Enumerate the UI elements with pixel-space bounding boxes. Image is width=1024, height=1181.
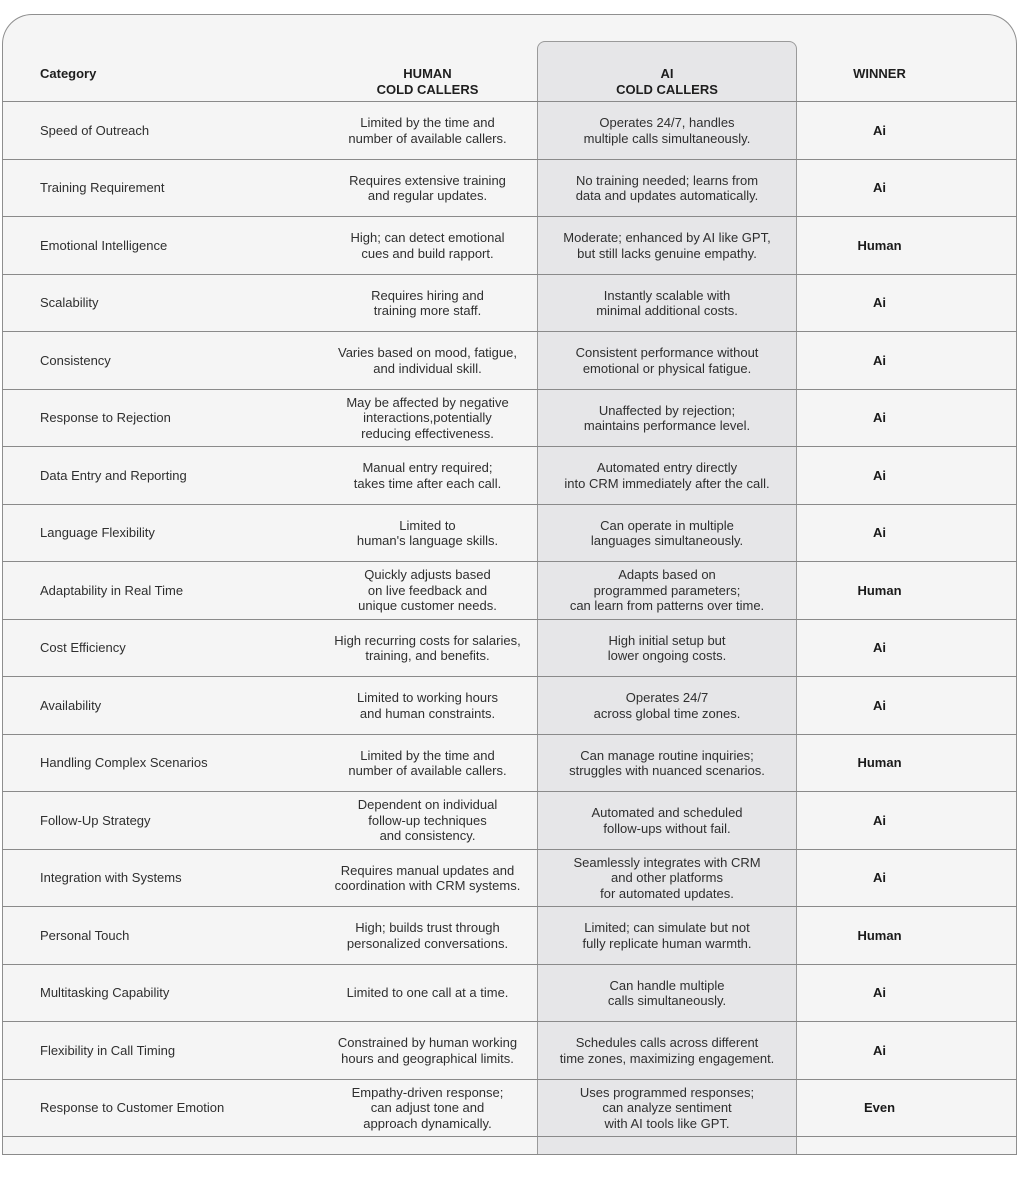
row-winner: Human xyxy=(857,755,902,771)
row-winner: Ai xyxy=(873,697,886,713)
row-human-value: Varies based on mood, fatigue, and individual skill. xyxy=(338,345,517,376)
row-ai-value: Unaffected by rejection; maintains performance level. xyxy=(583,402,751,433)
row-winner: Even xyxy=(863,1100,896,1116)
table-row xyxy=(2,275,1017,332)
table-row xyxy=(2,505,1017,562)
row-human-value: Limited by the time and number of available callers. xyxy=(348,747,507,778)
table-row xyxy=(2,850,1017,907)
row-winner: Ai xyxy=(873,352,886,368)
row-human-value: Quickly adjusts based on live feedback and unique customer needs. xyxy=(358,567,497,614)
row-human-value: High; builds trust through personalized conversations. xyxy=(346,920,509,951)
row-human-value: Limited to human's language skills. xyxy=(356,517,499,548)
row-ai-value: Adapts based on programmed parameters; can learn from patterns over time. xyxy=(569,567,765,614)
row-human-value: High recurring costs for salaries, training, and benefits. xyxy=(334,632,521,663)
header-human-cold-callers: HUMAN COLD CALLERS xyxy=(376,66,479,97)
row-winner: Ai xyxy=(873,295,886,311)
row-human-value: Limited to working hours and human constraints. xyxy=(357,690,498,721)
row-category: Personal Touch xyxy=(40,927,130,943)
row-human-value: Limited to one call at a time. xyxy=(346,985,509,1001)
row-category: Data Entry and Reporting xyxy=(40,467,187,483)
row-ai-value: Seamlessly integrates with CRM and other platforms for automated updates. xyxy=(573,854,761,901)
row-ai-value: Automated entry directly into CRM immediately after the call. xyxy=(564,460,770,491)
row-winner: Ai xyxy=(873,122,886,138)
table-row xyxy=(2,907,1017,964)
row-winner: Ai xyxy=(873,640,886,656)
row-category: Adaptability in Real Time xyxy=(40,582,184,598)
row-human-value: Dependent on individual follow-up techniques and consistency. xyxy=(357,797,498,844)
row-winner: Ai xyxy=(873,467,886,483)
row-winner: Ai xyxy=(873,410,886,426)
row-human-value: Empathy-driven response; can adjust tone and approach dynamically. xyxy=(351,1084,504,1131)
row-winner: Ai xyxy=(873,870,886,886)
row-ai-value: Instantly scalable with minimal additional costs. xyxy=(596,287,738,318)
header-category: Category xyxy=(40,66,97,81)
table-row xyxy=(2,102,1017,159)
row-ai-value: Moderate; enhanced by AI like GPT, but still lacks genuine empathy. xyxy=(563,230,771,261)
row-category: Speed of Outreach xyxy=(40,122,150,138)
row-winner: Human xyxy=(857,582,902,598)
row-ai-value: Can operate in multiple languages simultaneously. xyxy=(590,517,744,548)
row-ai-value: High initial setup but lower ongoing costs. xyxy=(607,632,727,663)
table-row xyxy=(2,735,1017,792)
table-row xyxy=(2,390,1017,447)
row-category: Cost Efficiency xyxy=(40,640,126,656)
row-winner: Ai xyxy=(873,1042,886,1058)
row-winner: Ai xyxy=(873,180,886,196)
row-category: Emotional Intelligence xyxy=(40,237,168,253)
row-winner: Human xyxy=(857,927,902,943)
table-row xyxy=(2,160,1017,217)
table-row xyxy=(2,677,1017,734)
row-human-value: High; can detect emotional cues and build rapport. xyxy=(350,230,505,261)
header-ai-cold-callers: AI COLD CALLERS xyxy=(616,66,718,97)
row-human-value: Requires hiring and training more staff. xyxy=(371,287,484,318)
table-row xyxy=(2,447,1017,504)
row-human-value: Manual entry required; takes time after each call. xyxy=(353,460,502,491)
row-divider xyxy=(2,1136,1017,1137)
row-human-value: Constrained by human working hours and geographical limits. xyxy=(337,1035,518,1066)
row-winner: Ai xyxy=(873,812,886,828)
table-row xyxy=(2,332,1017,389)
row-category: Consistency xyxy=(40,352,111,368)
row-category: Response to Rejection xyxy=(40,410,171,426)
row-category: Response to Customer Emotion xyxy=(40,1100,225,1116)
row-category: Scalability xyxy=(40,295,99,311)
table-bottom-border xyxy=(2,1154,1017,1155)
table-row xyxy=(2,965,1017,1022)
table-row xyxy=(2,217,1017,274)
row-ai-value: Can handle multiple calls simultaneously. xyxy=(607,977,727,1008)
row-ai-value: Operates 24/7 across global time zones. xyxy=(593,690,741,721)
table-row xyxy=(2,620,1017,677)
row-category: Flexibility in Call Timing xyxy=(40,1042,176,1058)
table-row xyxy=(2,792,1017,849)
row-winner: Ai xyxy=(873,525,886,541)
row-ai-value: Schedules calls across different time zones, maximizing engagement. xyxy=(559,1035,775,1066)
row-winner: Human xyxy=(857,237,902,253)
row-category: Integration with Systems xyxy=(40,870,182,886)
row-category: Follow-Up Strategy xyxy=(40,812,151,828)
row-ai-value: Limited; can simulate but not fully replicate human warmth. xyxy=(582,920,752,951)
row-human-value: Requires extensive training and regular updates. xyxy=(349,172,506,203)
row-ai-value: Automated and scheduled follow-ups without fail. xyxy=(591,805,743,836)
table-row xyxy=(2,1022,1017,1079)
row-human-value: May be affected by negative interactions,potentially reducing effectiveness. xyxy=(346,394,509,441)
row-category: Language Flexibility xyxy=(40,525,155,541)
row-category: Multitasking Capability xyxy=(40,985,170,1001)
row-category: Availability xyxy=(40,697,102,713)
table-row xyxy=(2,1080,1017,1137)
row-ai-value: No training needed; learns from data and updates automatically. xyxy=(575,172,759,203)
row-ai-value: Operates 24/7, handles multiple calls simultaneously. xyxy=(583,115,751,146)
row-category: Handling Complex Scenarios xyxy=(40,755,208,771)
header-winner: WINNER xyxy=(853,66,906,81)
row-human-value: Requires manual updates and coordination with CRM systems. xyxy=(334,862,521,893)
table-row xyxy=(2,562,1017,619)
row-ai-value: Can manage routine inquiries; struggles with nuanced scenarios. xyxy=(569,747,765,778)
row-human-value: Limited by the time and number of available callers. xyxy=(348,115,507,146)
row-winner: Ai xyxy=(873,985,886,1001)
row-category: Training Requirement xyxy=(40,180,165,196)
row-ai-value: Uses programmed responses; can analyze sentiment with AI tools like GPT. xyxy=(579,1084,755,1131)
row-ai-value: Consistent performance without emotional or physical fatigue. xyxy=(575,345,759,376)
